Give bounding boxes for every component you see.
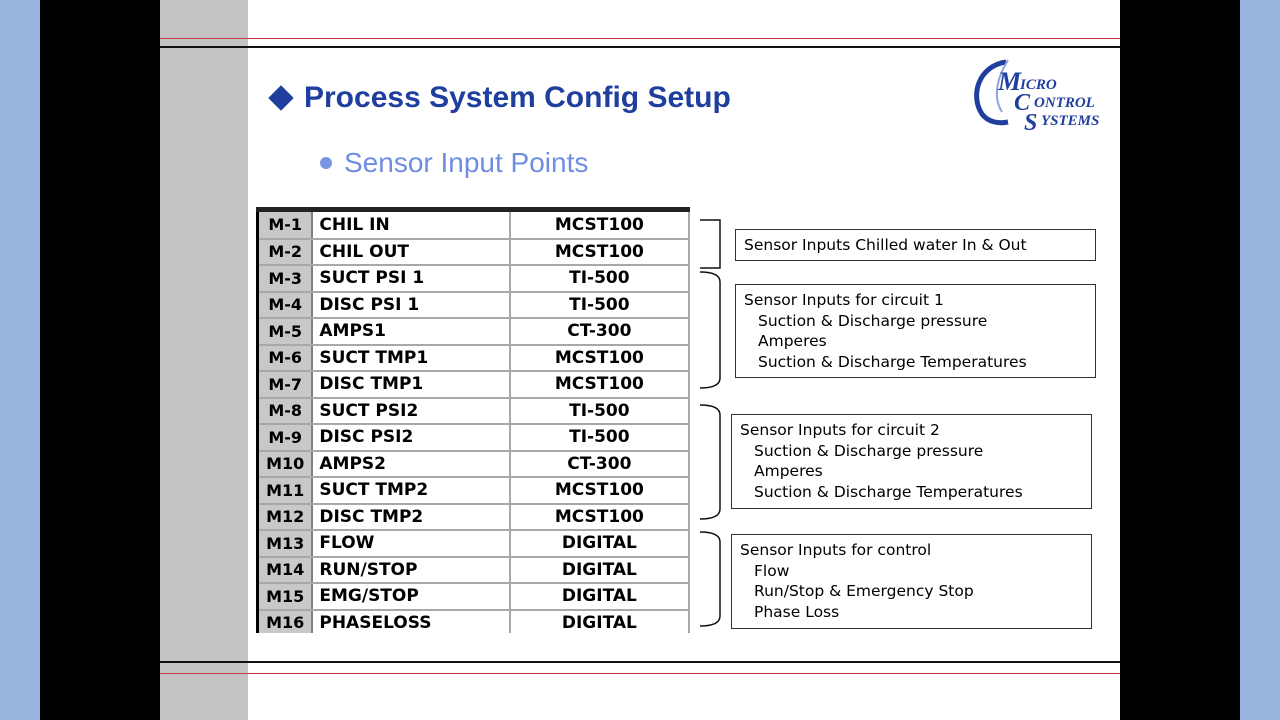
table-row	[258, 371, 690, 398]
point-name-cell: AMPS2	[312, 451, 509, 478]
point-name-cell: SUCT TMP2	[312, 477, 509, 504]
micro-control-systems-logo	[968, 56, 1113, 136]
table-row	[258, 610, 690, 634]
desc-item: Suction & Discharge pressure	[758, 311, 988, 330]
point-name-cell: AMPS1	[312, 318, 509, 345]
point-id-cell: M-5	[258, 318, 313, 345]
point-id-cell: M12	[258, 504, 313, 531]
point-id-cell: M-1	[258, 212, 313, 239]
point-id-cell: M-7	[258, 371, 313, 398]
table-row	[258, 345, 690, 372]
sensor-type-cell: TI-500	[510, 265, 689, 292]
frame-right-black	[1120, 0, 1240, 720]
point-name-cell: RUN/STOP	[312, 557, 509, 584]
desc-item: Suction & Discharge Temperatures	[754, 482, 1023, 501]
desc-box-chilled	[735, 229, 1096, 261]
top-black-rule	[160, 46, 1120, 48]
bottom-red-rule	[160, 673, 1120, 674]
slide-gray-bar	[160, 0, 248, 720]
point-id-cell: M-2	[258, 239, 313, 266]
point-name-cell: SUCT PSI2	[312, 398, 509, 425]
point-id-cell: M16	[258, 610, 313, 634]
logo-letter-c: C	[1014, 90, 1031, 116]
table-row	[258, 557, 690, 584]
point-name-cell: DISC TMP1	[312, 371, 509, 398]
frame-left-blue	[0, 0, 40, 720]
point-id-cell: M10	[258, 451, 313, 478]
sensor-type-cell: MCST100	[510, 239, 689, 266]
slide-subtitle: Sensor Input Points	[344, 147, 589, 178]
brace-chilled	[698, 218, 724, 270]
logo-word-3: YSTEMS	[1041, 113, 1100, 129]
table-row	[258, 239, 690, 266]
subtitle-row	[320, 145, 588, 181]
table-row	[258, 583, 690, 610]
table-row	[258, 477, 690, 504]
sensor-type-cell: DIGITAL	[510, 583, 689, 610]
sensor-type-cell: CT-300	[510, 318, 689, 345]
sensor-type-cell: TI-500	[510, 424, 689, 451]
sensor-type-cell: MCST100	[510, 345, 689, 372]
desc-item: Suction & Discharge pressure	[754, 441, 984, 460]
desc-item: Amperes	[758, 332, 827, 350]
table-row	[258, 398, 690, 425]
point-name-cell: SUCT TMP1	[312, 345, 509, 372]
point-id-cell: M-6	[258, 345, 313, 372]
desc-heading: Sensor Inputs for control	[740, 541, 932, 559]
table-row	[258, 265, 690, 292]
sensor-points-table	[256, 207, 690, 633]
brace-circuit2	[698, 403, 724, 521]
sensor-type-cell: TI-500	[510, 292, 689, 319]
logo-letter-s: S	[1024, 110, 1038, 136]
brace-control	[698, 530, 724, 630]
top-red-rule	[160, 38, 1120, 39]
point-name-cell: EMG/STOP	[312, 583, 509, 610]
point-name-cell: FLOW	[312, 530, 509, 557]
desc-box-control	[731, 534, 1092, 629]
diamond-bullet-icon	[268, 85, 293, 110]
sensor-type-cell: DIGITAL	[510, 557, 689, 584]
circle-bullet-icon	[320, 157, 332, 169]
desc-box-circuit2	[731, 414, 1092, 509]
table-row	[258, 504, 690, 531]
table-row	[258, 292, 690, 319]
frame-left-black	[40, 0, 160, 720]
point-id-cell: M15	[258, 583, 313, 610]
bottom-black-rule	[160, 661, 1120, 663]
desc-item: Phase Loss	[754, 602, 840, 621]
slide	[160, 0, 1120, 720]
logo-word-2: ONTROL	[1034, 95, 1095, 111]
point-id-cell: M13	[258, 530, 313, 557]
points-grid	[256, 212, 690, 633]
desc-heading: Sensor Inputs for circuit 1	[744, 291, 944, 309]
table-row	[258, 530, 690, 557]
table-row	[258, 212, 690, 239]
table-row	[258, 318, 690, 345]
table-row	[258, 451, 690, 478]
desc-item: Amperes	[754, 462, 823, 480]
sensor-type-cell: TI-500	[510, 398, 689, 425]
sensor-type-cell: MCST100	[510, 504, 689, 531]
sensor-type-cell: DIGITAL	[510, 610, 689, 634]
desc-heading: Sensor Inputs Chilled water In & Out	[744, 236, 1027, 254]
point-name-cell: SUCT PSI 1	[312, 265, 509, 292]
frame-right-blue	[1240, 0, 1280, 720]
sensor-type-cell: CT-300	[510, 451, 689, 478]
desc-item: Run/Stop & Emergency Stop	[754, 582, 974, 600]
point-id-cell: M-3	[258, 265, 313, 292]
desc-item: Flow	[754, 561, 790, 580]
logo-word-1: ICRO	[1020, 77, 1057, 93]
logo-letter-m: M	[998, 67, 1022, 96]
point-name-cell: CHIL OUT	[312, 239, 509, 266]
point-name-cell: DISC PSI 1	[312, 292, 509, 319]
point-id-cell: M14	[258, 557, 313, 584]
point-name-cell: DISC TMP2	[312, 504, 509, 531]
desc-heading: Sensor Inputs for circuit 2	[740, 421, 940, 439]
point-name-cell: DISC PSI2	[312, 424, 509, 451]
table-row	[258, 424, 690, 451]
sensor-type-cell: DIGITAL	[510, 530, 689, 557]
point-name-cell: CHIL IN	[312, 212, 509, 239]
title-row	[268, 78, 731, 118]
point-id-cell: M-4	[258, 292, 313, 319]
sensor-type-cell: MCST100	[510, 212, 689, 239]
desc-box-circuit1	[735, 284, 1096, 378]
slide-title: Process System Config Setup	[304, 81, 731, 114]
point-id-cell: M-9	[258, 424, 313, 451]
sensor-type-cell: MCST100	[510, 371, 689, 398]
desc-item: Suction & Discharge Temperatures	[758, 352, 1027, 371]
sensor-type-cell: MCST100	[510, 477, 689, 504]
point-id-cell: M-8	[258, 398, 313, 425]
brace-circuit1	[698, 270, 724, 390]
point-id-cell: M11	[258, 477, 313, 504]
point-name-cell: PHASELOSS	[312, 610, 509, 634]
